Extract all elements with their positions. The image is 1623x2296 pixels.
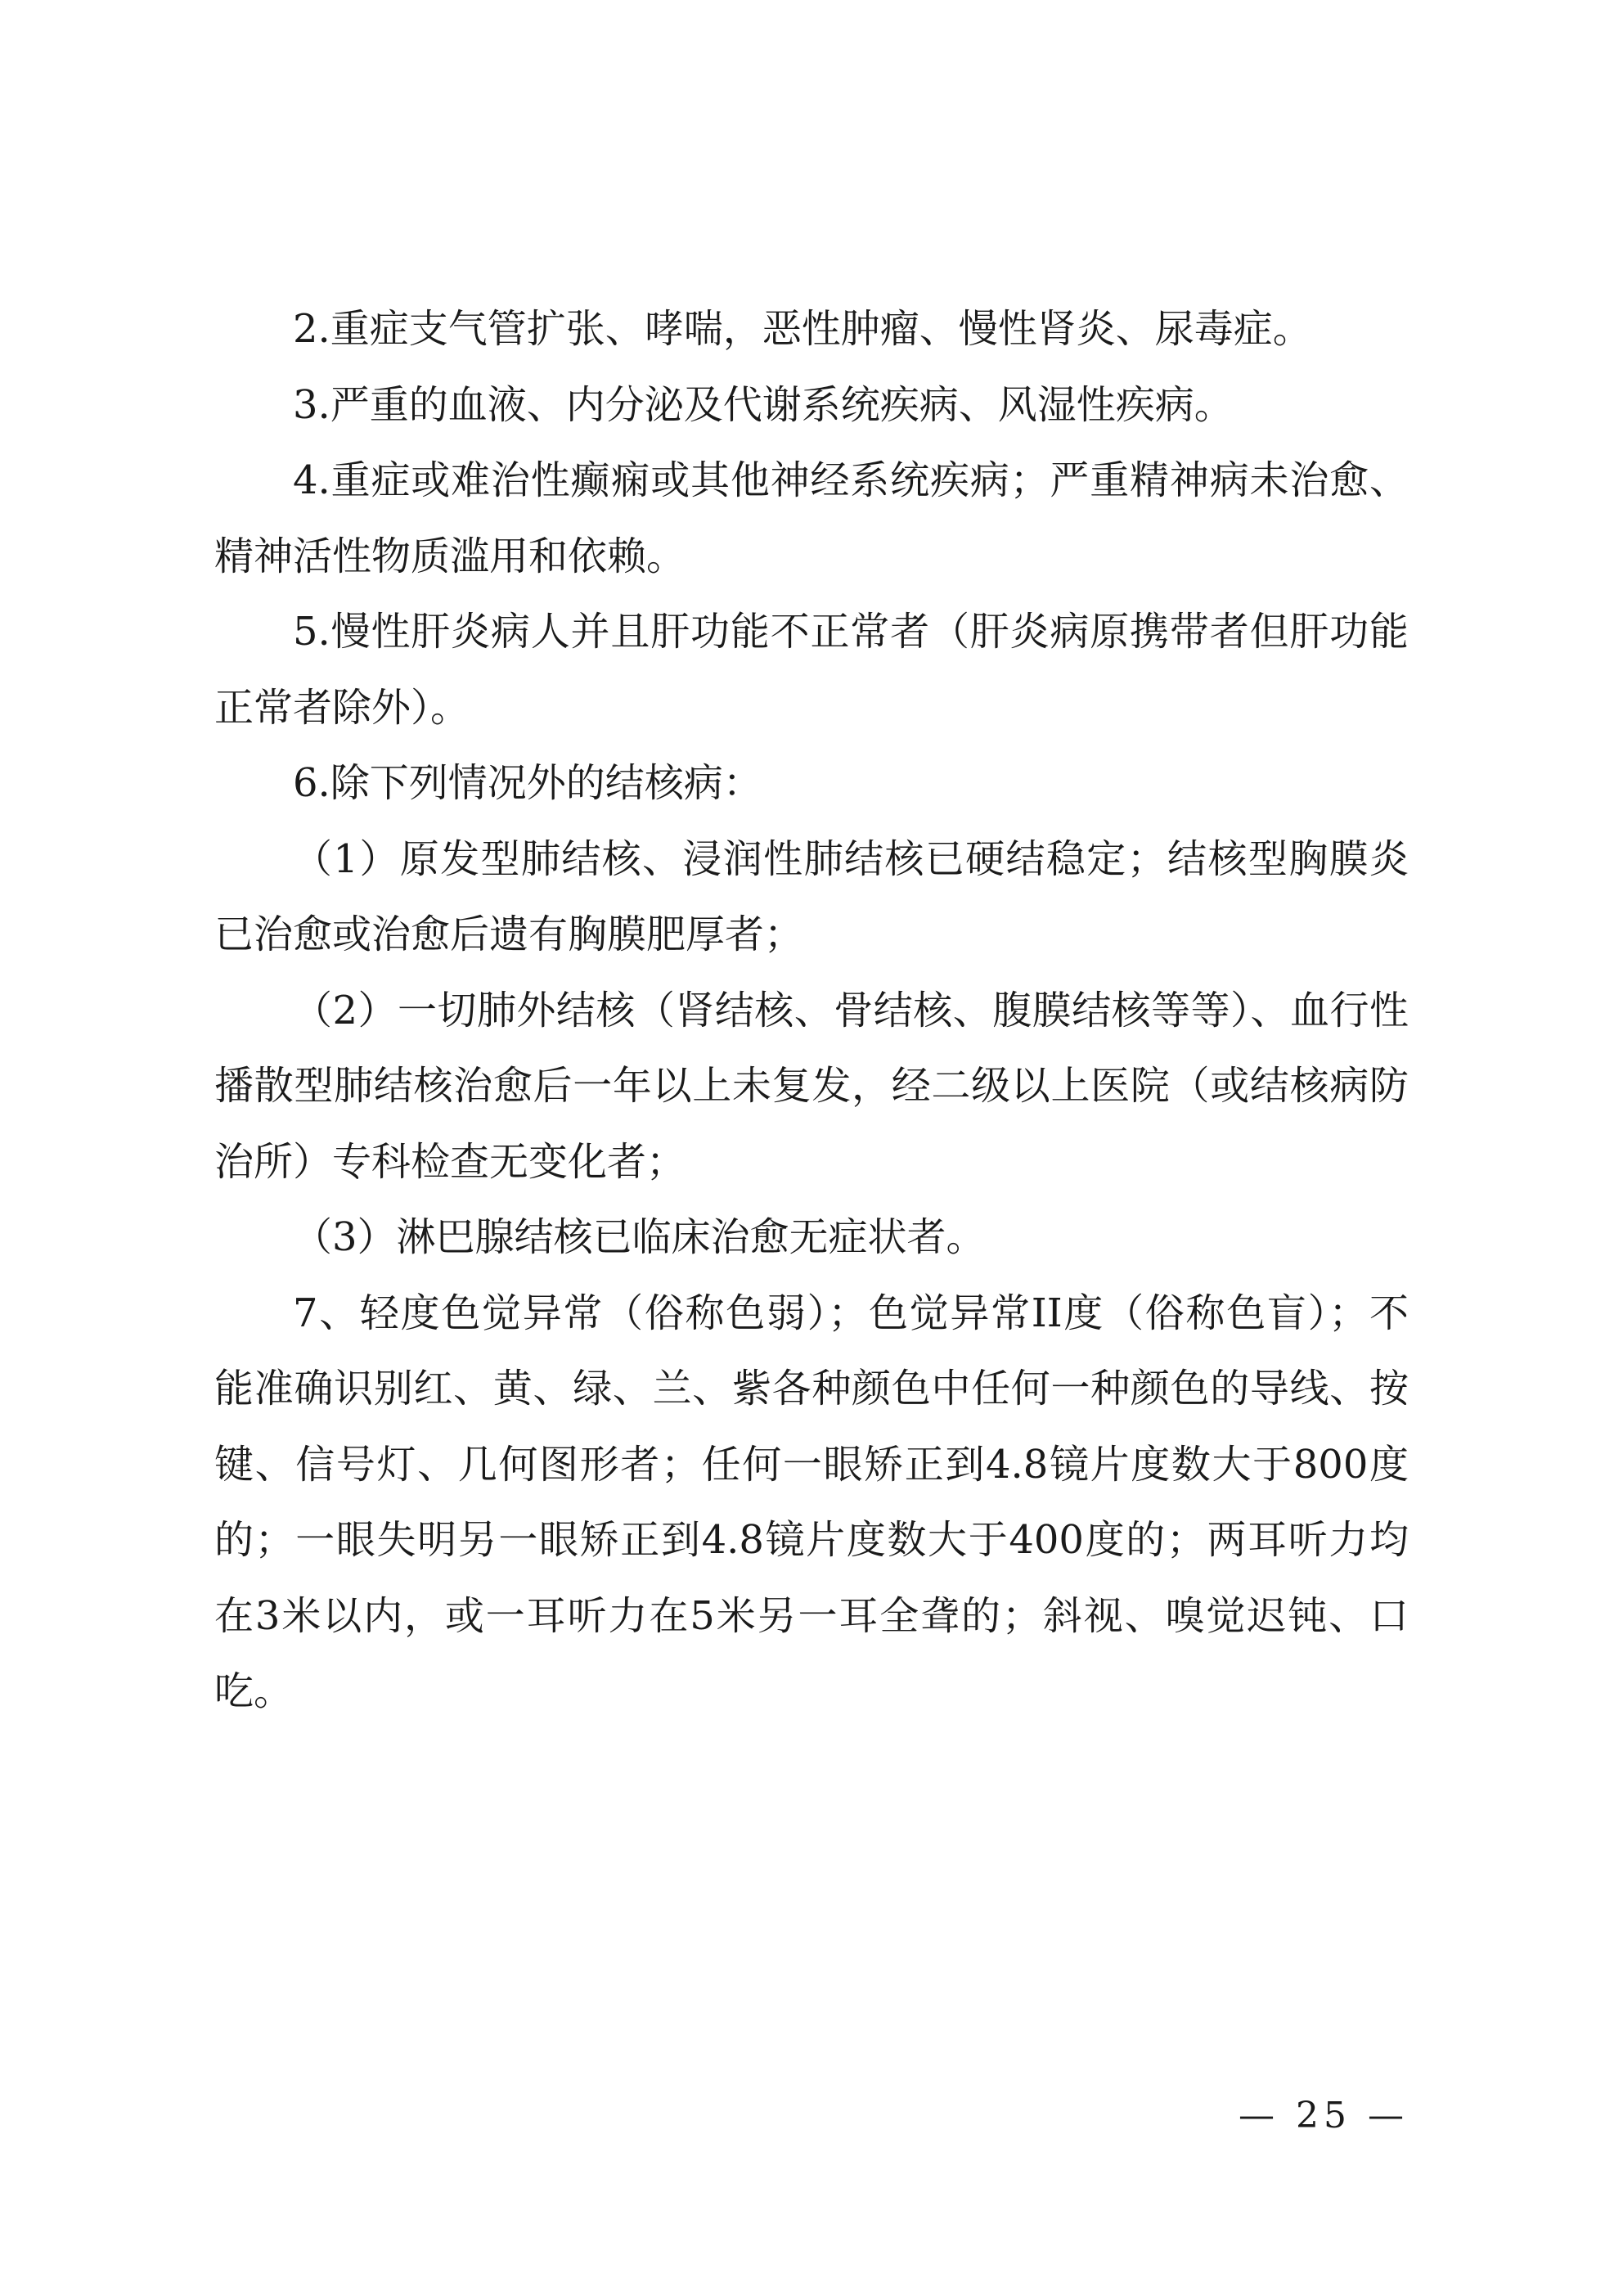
paragraph-item-2: 2.重症支气管扩张、哮喘，恶性肿瘤、慢性肾炎、尿毒症。 — [293, 306, 1312, 352]
paragraph-subitem-3: （3）淋巴腺结核已临床治愈无症状者。 — [293, 1214, 986, 1260]
document-body — [214, 291, 1409, 1730]
paragraph-item-4: 4.重症或难治性癫痫或其他神经系统疾病；严重精神病未治愈、精神活性物质滥用和依赖。 — [214, 457, 1409, 579]
paragraph-item-7: 7、轻度色觉异常（俗称色弱）；色觉异常II度（俗称色盲）；不能准确识别红、黄、绿、兰、紫各种颜色中任何一种颜色的导线、按键、信号灯、几何图形者；任何一眼矫正到4.8镜片度数大于800度的；一眼失明另一眼矫正到4.8镜片度数大于400度的；两耳听力均在3米以内，或一耳听力在5米另一耳全聋的；斜视、嗅觉迟钝、口吃。 — [214, 1290, 1409, 1714]
paragraph-subitem-2: （2）一切肺外结核（肾结核、骨结核、腹膜结核等等）、血行性播散型肺结核治愈后一年以上未复发，经二级以上医院（或结核病防治所）专科检查无变化者； — [214, 987, 1409, 1185]
paragraph-item-5: 5.慢性肝炎病人并且肝功能不正常者（肝炎病原携带者但肝功能正常者除外）。 — [214, 609, 1409, 731]
paragraph-item-3: 3.严重的血液、内分泌及代谢系统疾病、风湿性疾病。 — [293, 381, 1234, 428]
paragraph-subitem-1: （1）原发型肺结核、浸润性肺结核已硬结稳定；结核型胸膜炎已治愈或治愈后遗有胸膜肥厚者； — [214, 835, 1409, 957]
paragraph-item-6: 6.除下列情况外的结核病： — [293, 760, 762, 806]
page-number: — 25 — — [1239, 2095, 1409, 2136]
